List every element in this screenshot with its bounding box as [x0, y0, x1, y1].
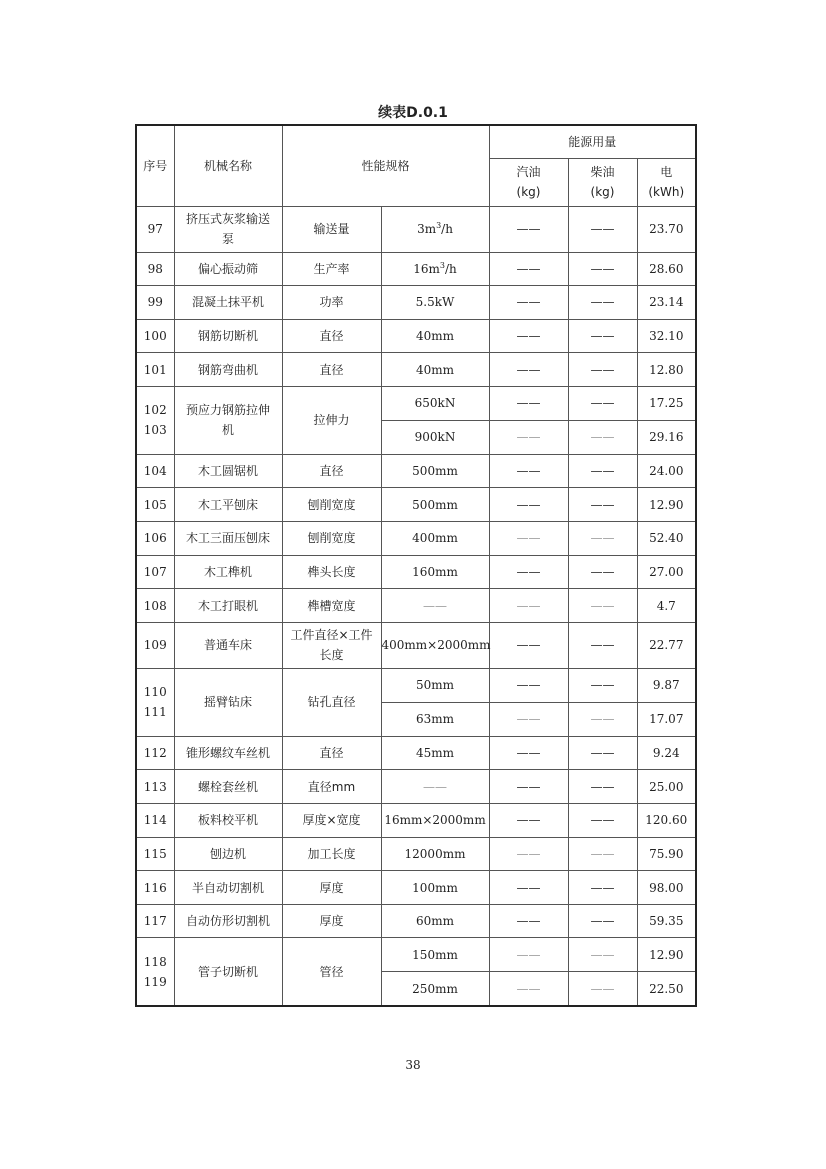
- electric-value: 120.60: [637, 804, 696, 838]
- spec-parameter: 功率: [282, 286, 381, 320]
- electric-value: 12.80: [637, 353, 696, 387]
- machine-name: 摇臂钻床: [174, 668, 282, 736]
- gasoline-value: ——: [489, 702, 568, 736]
- spec-value: 63mm: [381, 702, 489, 736]
- machine-name: 木工打眼机: [174, 589, 282, 623]
- gasoline-value: ——: [489, 622, 568, 668]
- header-seq: 序号: [136, 125, 174, 206]
- machine-name: 偏心振动筛: [174, 252, 282, 286]
- spec-parameter: 刨削宽度: [282, 488, 381, 522]
- spec-value: ——: [381, 770, 489, 804]
- electric-value: 59.35: [637, 904, 696, 938]
- diesel-value: ——: [568, 622, 637, 668]
- machine-name: 预应力钢筋拉伸机: [174, 386, 282, 454]
- seq-cell: 98: [136, 252, 174, 286]
- spec-value: 16mm×2000mm: [381, 804, 489, 838]
- diesel-value: ——: [568, 804, 637, 838]
- machine-name: 管子切断机: [174, 938, 282, 1006]
- seq-cell: 115: [136, 837, 174, 871]
- diesel-value: ——: [568, 286, 637, 320]
- seq-cell: 105: [136, 488, 174, 522]
- spec-value-base: 16m: [413, 261, 440, 276]
- spec-value: 650kN: [381, 386, 489, 420]
- seq-cell: [136, 386, 174, 454]
- diesel-value: ——: [568, 252, 637, 286]
- diesel-value: ——: [568, 420, 637, 454]
- electric-value: 22.77: [637, 622, 696, 668]
- spec-value-unit: /h: [444, 261, 457, 276]
- machine-name: 钢筋弯曲机: [174, 353, 282, 387]
- machine-name: 木工三面压刨床: [174, 522, 282, 556]
- table-row: [136, 286, 696, 320]
- seq-cell: [136, 938, 174, 1006]
- spec-value: 400mm: [381, 522, 489, 556]
- spec-value: 40mm: [381, 353, 489, 387]
- machine-name: 挤压式灰浆输送泵: [174, 206, 282, 252]
- seq-cell: 97: [136, 206, 174, 252]
- table-row: [136, 488, 696, 522]
- machine-name: 自动仿形切割机: [174, 904, 282, 938]
- spec-parameter: 刨削宽度: [282, 522, 381, 556]
- spec-parameter: 钻孔直径: [282, 668, 381, 736]
- spec-value: 150mm: [381, 938, 489, 972]
- header-diesel-unit: (kg): [590, 185, 615, 199]
- table-row: [136, 668, 696, 702]
- diesel-value: ——: [568, 522, 637, 556]
- spec-value: 400mm×2000mm: [381, 622, 489, 668]
- gasoline-value: ——: [489, 252, 568, 286]
- electric-value: 27.00: [637, 555, 696, 589]
- seq-cell: 116: [136, 871, 174, 905]
- table-row: [136, 904, 696, 938]
- seq-value-2: 119: [143, 974, 167, 989]
- spec-parameter: 直径: [282, 736, 381, 770]
- seq-cell: 108: [136, 589, 174, 623]
- gasoline-value: ——: [489, 353, 568, 387]
- electric-value: 24.00: [637, 454, 696, 488]
- seq-cell: [136, 668, 174, 736]
- spec-parameter: 生产率: [282, 252, 381, 286]
- gasoline-value: ——: [489, 770, 568, 804]
- spec-value: 160mm: [381, 555, 489, 589]
- seq-cell: 112: [136, 736, 174, 770]
- spec-value-exponent: 3: [436, 221, 442, 230]
- table-row: [136, 522, 696, 556]
- table-row: [136, 353, 696, 387]
- machine-name: 半自动切割机: [174, 871, 282, 905]
- electric-value: 75.90: [637, 837, 696, 871]
- diesel-value: ——: [568, 386, 637, 420]
- header-energy: 能源用量: [489, 125, 696, 158]
- diesel-value: ——: [568, 589, 637, 623]
- spec-value: 40mm: [381, 319, 489, 353]
- seq-cell: 113: [136, 770, 174, 804]
- spec-parameter: 厚度×宽度: [282, 804, 381, 838]
- header-gasoline: [489, 158, 568, 206]
- seq-cell: 101: [136, 353, 174, 387]
- electric-value: 23.14: [637, 286, 696, 320]
- spec-parameter: 直径: [282, 353, 381, 387]
- electric-value: 22.50: [637, 972, 696, 1006]
- spec-value: ——: [381, 589, 489, 623]
- gasoline-value: ——: [489, 668, 568, 702]
- seq-cell: 114: [136, 804, 174, 838]
- spec-parameter: 榫槽宽度: [282, 589, 381, 623]
- table-row: [136, 804, 696, 838]
- electric-value: 52.40: [637, 522, 696, 556]
- electric-value: 25.00: [637, 770, 696, 804]
- gasoline-value: ——: [489, 972, 568, 1006]
- seq-cell: 117: [136, 904, 174, 938]
- table-row: [136, 736, 696, 770]
- diesel-value: ——: [568, 353, 637, 387]
- table-title: 续表D.0.1: [378, 105, 448, 121]
- diesel-value: ——: [568, 972, 637, 1006]
- seq-value: 110: [143, 685, 167, 700]
- spec-value: 500mm: [381, 454, 489, 488]
- seq-value: 102: [143, 403, 167, 418]
- spec-parameter: 拉伸力: [282, 386, 381, 454]
- header-spec: 性能规格: [282, 125, 489, 206]
- gasoline-value: ——: [489, 420, 568, 454]
- gasoline-value: ——: [489, 386, 568, 420]
- gasoline-value: ——: [489, 804, 568, 838]
- table-row: [136, 319, 696, 353]
- gasoline-value: ——: [489, 286, 568, 320]
- table-row: [136, 770, 696, 804]
- table-row: [136, 589, 696, 623]
- electric-value: 23.70: [637, 206, 696, 252]
- gasoline-value: ——: [489, 589, 568, 623]
- spec-value: [381, 206, 489, 252]
- header-gasoline-label: 汽油: [516, 165, 541, 179]
- machine-name: 刨边机: [174, 837, 282, 871]
- diesel-value: ——: [568, 837, 637, 871]
- diesel-value: ——: [568, 702, 637, 736]
- table-row: [136, 206, 696, 252]
- electric-value: 17.25: [637, 386, 696, 420]
- page-number: 38: [405, 1058, 421, 1072]
- spec-value: 50mm: [381, 668, 489, 702]
- machine-name: 普通车床: [174, 622, 282, 668]
- gasoline-value: ——: [489, 837, 568, 871]
- table-row: [136, 454, 696, 488]
- machine-name: 螺栓套丝机: [174, 770, 282, 804]
- seq-cell: 107: [136, 555, 174, 589]
- spec-value: 45mm: [381, 736, 489, 770]
- gasoline-value: ——: [489, 522, 568, 556]
- diesel-value: ——: [568, 206, 637, 252]
- spec-value: 500mm: [381, 488, 489, 522]
- electric-value: 9.87: [637, 668, 696, 702]
- spec-value: 5.5kW: [381, 286, 489, 320]
- gasoline-value: ——: [489, 736, 568, 770]
- spec-value: 900kN: [381, 420, 489, 454]
- diesel-value: ——: [568, 454, 637, 488]
- diesel-value: ——: [568, 871, 637, 905]
- seq-cell: 104: [136, 454, 174, 488]
- spec-parameter: 榫头长度: [282, 555, 381, 589]
- spec-value: 60mm: [381, 904, 489, 938]
- spec-parameter: 直径: [282, 454, 381, 488]
- spec-parameter: 管径: [282, 938, 381, 1006]
- spec-value: 250mm: [381, 972, 489, 1006]
- spec-value-unit: /h: [441, 222, 453, 236]
- diesel-value: ——: [568, 736, 637, 770]
- seq-cell: 99: [136, 286, 174, 320]
- electric-value: 4.7: [637, 589, 696, 623]
- seq-value: 118: [143, 954, 167, 969]
- electric-value: 12.90: [637, 488, 696, 522]
- header-electric: [637, 158, 696, 206]
- table-row: [136, 938, 696, 972]
- table-row: [136, 386, 696, 420]
- seq-value-2: 103: [143, 423, 167, 438]
- electric-value: 32.10: [637, 319, 696, 353]
- spec-value: 100mm: [381, 871, 489, 905]
- gasoline-value: ——: [489, 319, 568, 353]
- spec-value-base: 3m: [417, 222, 437, 236]
- spec-parameter: 加工长度: [282, 837, 381, 871]
- gasoline-value: ——: [489, 904, 568, 938]
- header-diesel: [568, 158, 637, 206]
- spec-parameter: 直径: [282, 319, 381, 353]
- machine-name: 钢筋切断机: [174, 319, 282, 353]
- header-electric-label: 电: [660, 165, 673, 179]
- seq-cell: 106: [136, 522, 174, 556]
- gasoline-value: ——: [489, 938, 568, 972]
- diesel-value: ——: [568, 938, 637, 972]
- gasoline-value: ——: [489, 871, 568, 905]
- electric-value: 9.24: [637, 736, 696, 770]
- machine-name: 木工平刨床: [174, 488, 282, 522]
- gasoline-value: ——: [489, 206, 568, 252]
- spec-parameter: 直径mm: [282, 770, 381, 804]
- gasoline-value: ——: [489, 488, 568, 522]
- gasoline-value: ——: [489, 454, 568, 488]
- table-row: [136, 871, 696, 905]
- header-name: 机械名称: [174, 125, 282, 206]
- seq-value-2: 111: [143, 705, 167, 720]
- spec-parameter: 厚度: [282, 904, 381, 938]
- diesel-value: ——: [568, 319, 637, 353]
- machine-name: 板料校平机: [174, 804, 282, 838]
- spec-value: [381, 252, 489, 286]
- electric-value: 28.60: [637, 252, 696, 286]
- gasoline-value: ——: [489, 555, 568, 589]
- diesel-value: ——: [568, 668, 637, 702]
- spec-parameter: 工件直径×工件长度: [282, 622, 381, 668]
- electric-value: 98.00: [637, 871, 696, 905]
- table-row: [136, 252, 696, 286]
- electric-value: 29.16: [637, 420, 696, 454]
- seq-cell: 109: [136, 622, 174, 668]
- diesel-value: ——: [568, 488, 637, 522]
- machine-name: 混凝土抹平机: [174, 286, 282, 320]
- table-row: [136, 837, 696, 871]
- machine-name: 木工榫机: [174, 555, 282, 589]
- machine-name: 木工圆锯机: [174, 454, 282, 488]
- table-row: [136, 622, 696, 668]
- header-row: [136, 125, 696, 158]
- table-row: [136, 555, 696, 589]
- header-electric-unit: (kWh): [648, 185, 685, 199]
- header-diesel-label: 柴油: [590, 165, 615, 179]
- diesel-value: ——: [568, 770, 637, 804]
- electric-value: 17.07: [637, 702, 696, 736]
- diesel-value: ——: [568, 555, 637, 589]
- machine-name: 锥形螺纹车丝机: [174, 736, 282, 770]
- spec-parameter: 厚度: [282, 871, 381, 905]
- spec-value-exponent: 3: [439, 260, 445, 270]
- energy-consumption-table: [135, 124, 697, 1007]
- seq-cell: 100: [136, 319, 174, 353]
- spec-parameter: 输送量: [282, 206, 381, 252]
- diesel-value: ——: [568, 904, 637, 938]
- spec-value: 12000mm: [381, 837, 489, 871]
- electric-value: 12.90: [637, 938, 696, 972]
- header-gasoline-unit: (kg): [516, 185, 541, 199]
